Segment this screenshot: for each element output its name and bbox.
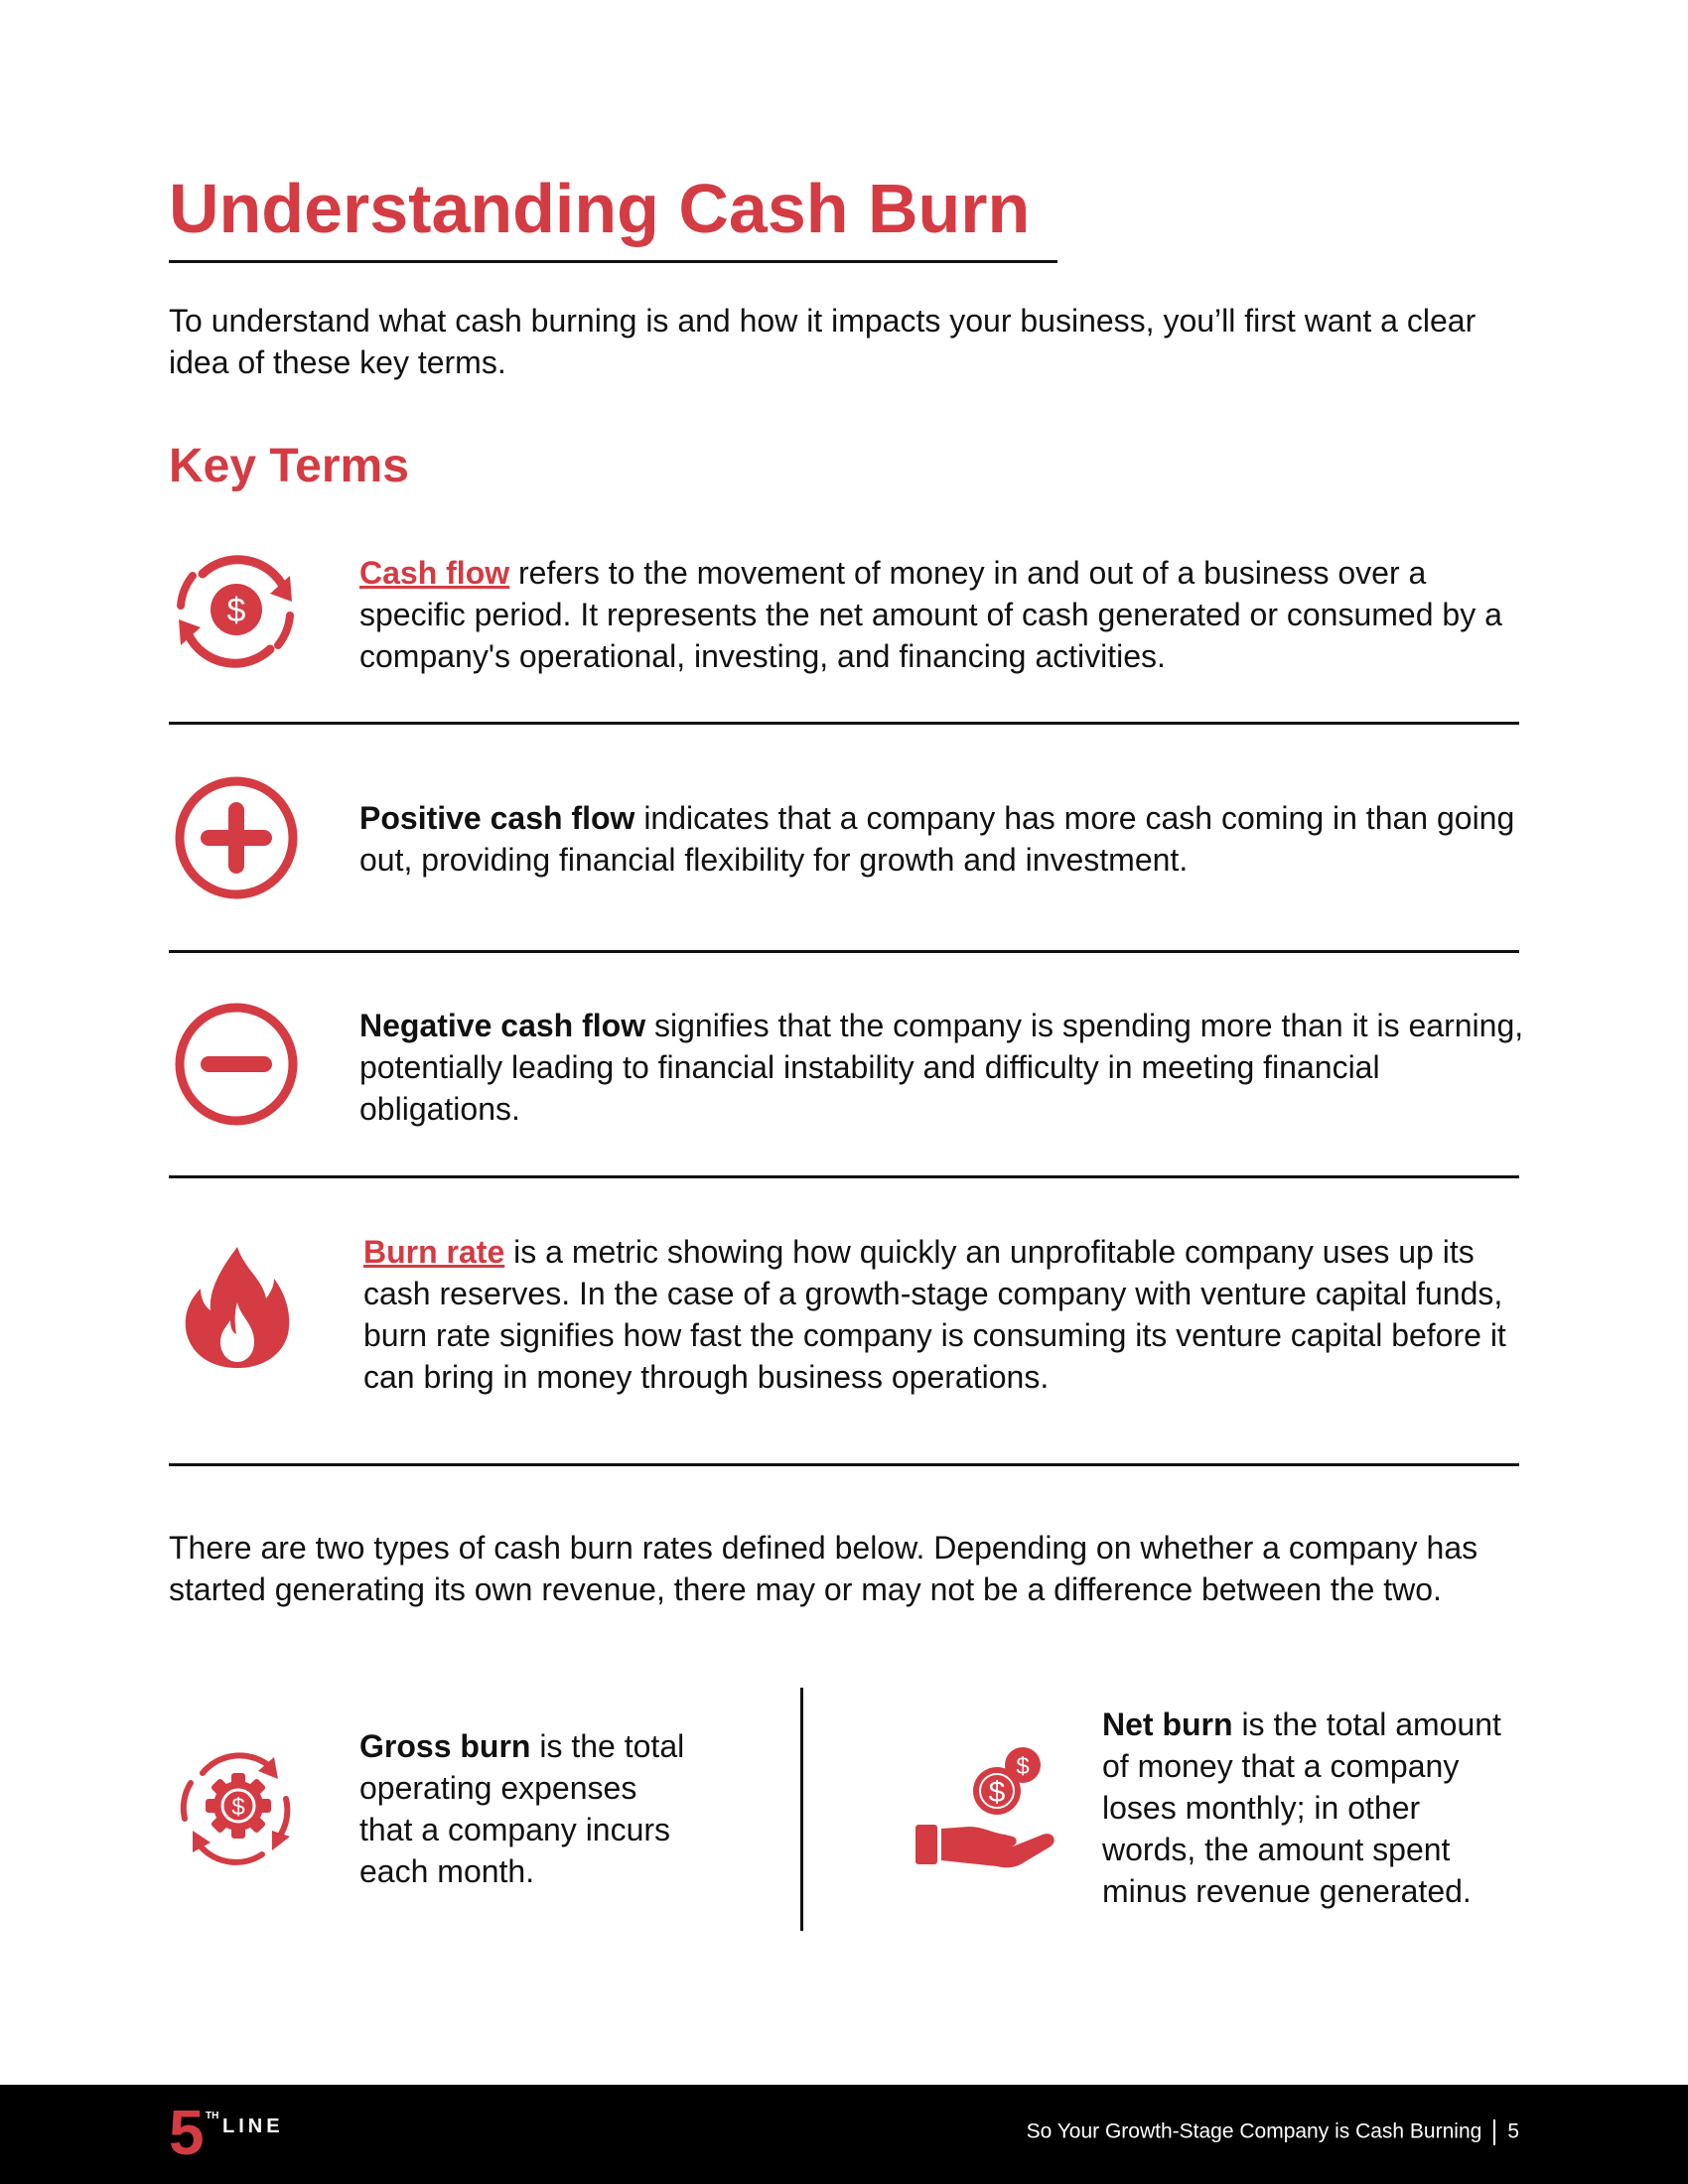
page-number: 5 [1507,2119,1519,2143]
net-burn-term: Net burn [1102,1706,1233,1742]
footer-doc-title: So Your Growth-Stage Company is Cash Burning [1026,2119,1482,2143]
burn-types-paragraph: There are two types of cash burn rates defined below. Depending on whether a company has started generating its own revenue, there may or may not be a difference between the two. [169,1530,1478,1607]
footer-doc-info [1027,2119,1519,2145]
term-label: Negative cash flow [359,1008,646,1043]
term-cash-flow [359,552,1531,677]
svg-text:$: $ [988,1776,1006,1809]
title-divider [169,260,1057,263]
net-burn-line: words, the amount spent [1102,1832,1451,1867]
gross-burn-line: operating expenses [359,1770,637,1806]
svg-text:$: $ [231,1794,245,1821]
plus-circle-icon [173,774,300,901]
page-title: Understanding Cash Burn [169,170,1031,247]
divider [169,1463,1519,1466]
svg-text:$: $ [1016,1753,1030,1780]
cash-flow-link[interactable]: Cash flow [359,555,510,591]
section-heading-key-terms: Key Terms [169,440,409,492]
cash-cycle-icon [167,546,304,675]
gear-cycle-icon [173,1743,304,1868]
divider [169,1175,1519,1178]
term-positive-cash-flow [359,797,1531,881]
gross-burn-term: Gross burn [359,1728,531,1764]
net-burn-line: minus revenue generated. [1102,1873,1472,1909]
term-description: signifies that the company is spending more than it is earning, potentially leading to financial instability and difficulty in meeting financial obligations. [359,1008,1524,1127]
net-burn-line: is the total amount [1232,1706,1501,1742]
logo-superscript: TH [206,2111,219,2121]
net-burn-line: loses monthly; in other [1102,1790,1421,1826]
term-description: refers to the movement of money in and out of a business over a specific period. It represents the net amount of cash generated or consumed by a company's operational, investing, and financing activities. [359,555,1502,674]
logo-wordmark: LINE [222,2116,284,2137]
hand-coins-icon [914,1743,1058,1870]
column-divider [800,1688,803,1931]
net-burn-line: of money that a company [1102,1748,1460,1784]
term-label: Positive cash flow [359,800,635,836]
gross-burn-line: that a company incurs [359,1812,671,1847]
logo-number: 5 [169,2097,205,2168]
svg-text:$: $ [226,592,246,629]
intro-paragraph: To understand what cash burning is and how it impacts your business, you’ll first want a clear idea of these key terms. [169,303,1477,380]
burn-rate-link[interactable]: Burn rate [363,1234,505,1270]
flame-icon [183,1245,292,1370]
term-description: is a metric showing how quickly an unprofitable company uses up its cash reserves. In the case of a growth-stage company with venture capital funds, burn rate signifies how fast the company is consuming its venture capital before it can bring in money through business operations. [363,1234,1506,1395]
divider [169,950,1519,953]
net-burn-definition [1102,1704,1501,1912]
gross-burn-definition [359,1725,684,1892]
gross-burn-line: is the total [530,1728,685,1764]
term-negative-cash-flow [359,1005,1531,1130]
term-burn-rate [363,1231,1530,1398]
footer-separator [1493,2119,1495,2145]
gross-burn-line: each month. [359,1853,535,1889]
minus-circle-icon [173,1001,300,1128]
term-description: indicates that a company has more cash coming in than going out, providing financial flexibility for growth and investment. [359,800,1515,878]
divider [169,722,1519,725]
